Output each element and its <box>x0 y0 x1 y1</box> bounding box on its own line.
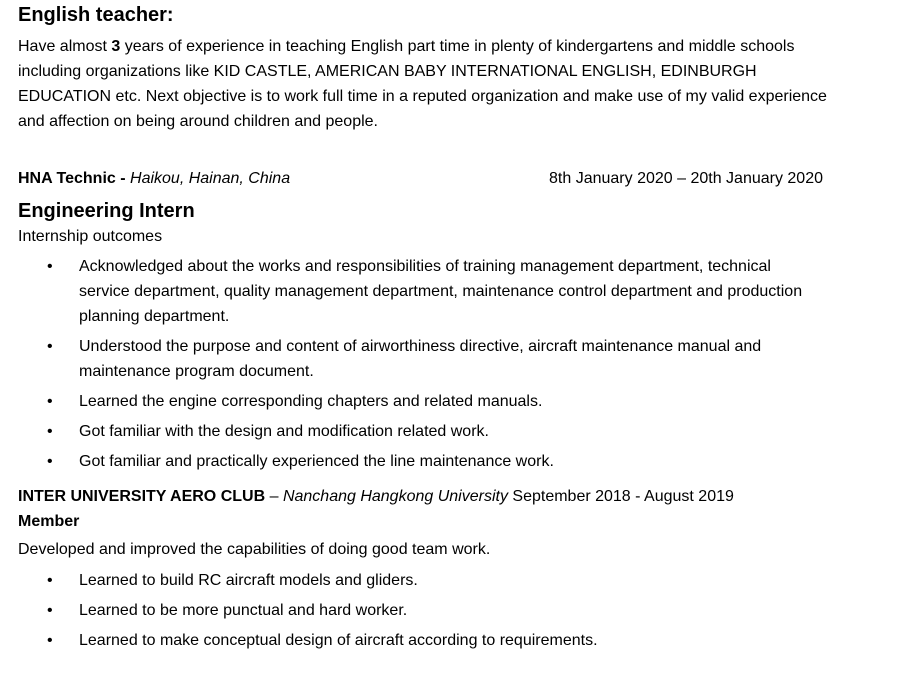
bullet-icon: • <box>47 338 53 355</box>
teacher-years-count: 3 <box>111 38 121 55</box>
bullet-icon: • <box>47 423 53 440</box>
hna-job-line <box>18 168 823 190</box>
club-description: Developed and improved the capabilities of doing good team work. <box>18 541 491 558</box>
list-item <box>18 449 819 474</box>
bullet-icon: • <box>47 258 53 275</box>
list-item <box>18 568 819 593</box>
bullet-text: Learned to make conceptual design of aircraft according to requirements. <box>79 632 598 649</box>
bullet-icon: • <box>47 602 53 619</box>
teacher-paragraph-rest: years of experience in teaching English part time in plenty of kindergartens and middle schools including organizations like KID CASTLE, AMERICAN BABY INTERNATIONAL ENGLISH, EDINBURGH EDUCATION etc. Next objective is to work full time in a reputed organization and make use of my valid experience and affection on being around children and people. <box>18 38 827 130</box>
club-location: Nanchang Hangkong University <box>282 488 508 505</box>
list-item <box>18 334 819 384</box>
list-item <box>18 389 819 414</box>
bullet-text: Acknowledged about the works and responsibilities of training management department, technical service department, quality management department, maintenance control department and production planning department. <box>79 258 803 325</box>
list-item <box>18 419 819 444</box>
hna-org: HNA Technic - <box>18 170 126 187</box>
hna-subtitle: Internship outcomes <box>18 228 163 245</box>
bullet-icon: • <box>47 632 53 649</box>
bullet-icon: • <box>47 572 53 589</box>
hna-bullet-list <box>18 254 908 474</box>
teacher-paragraph <box>18 34 833 134</box>
hna-org-location <box>18 168 290 190</box>
bullet-text: Learned to build RC aircraft models and gliders. <box>79 572 418 589</box>
club-role: Member <box>18 513 80 530</box>
list-item <box>18 628 819 653</box>
hna-dates: 8th January 2020 – 20th January 2020 <box>549 170 823 187</box>
resume-page <box>18 0 908 658</box>
bullet-icon: • <box>47 453 53 470</box>
hna-location: Haikou, Hainan, China <box>125 170 291 187</box>
list-item <box>18 254 819 329</box>
club-org: INTER UNIVERSITY AERO CLUB <box>18 488 266 505</box>
teacher-heading: English teacher: <box>18 4 174 26</box>
bullet-text: Got familiar and practically experienced the line maintenance work. <box>79 453 554 470</box>
club-dash: – <box>265 488 283 505</box>
club-dates: September 2018 - August 2019 <box>507 488 734 505</box>
bullet-text: Got familiar with the design and modification related work. <box>79 423 489 440</box>
bullet-icon: • <box>47 393 53 410</box>
club-job-line <box>18 486 908 508</box>
bullet-text: Learned to be more punctual and hard worker. <box>79 602 408 619</box>
club-bullet-list <box>18 568 908 653</box>
hna-role: Engineering Intern <box>18 200 195 222</box>
bullet-text: Understood the purpose and content of airworthiness directive, aircraft maintenance manual and maintenance program document. <box>79 338 762 380</box>
teacher-paragraph-start: Have almost <box>18 38 112 55</box>
list-item <box>18 598 819 623</box>
bullet-text: Learned the engine corresponding chapters and related manuals. <box>79 393 543 410</box>
